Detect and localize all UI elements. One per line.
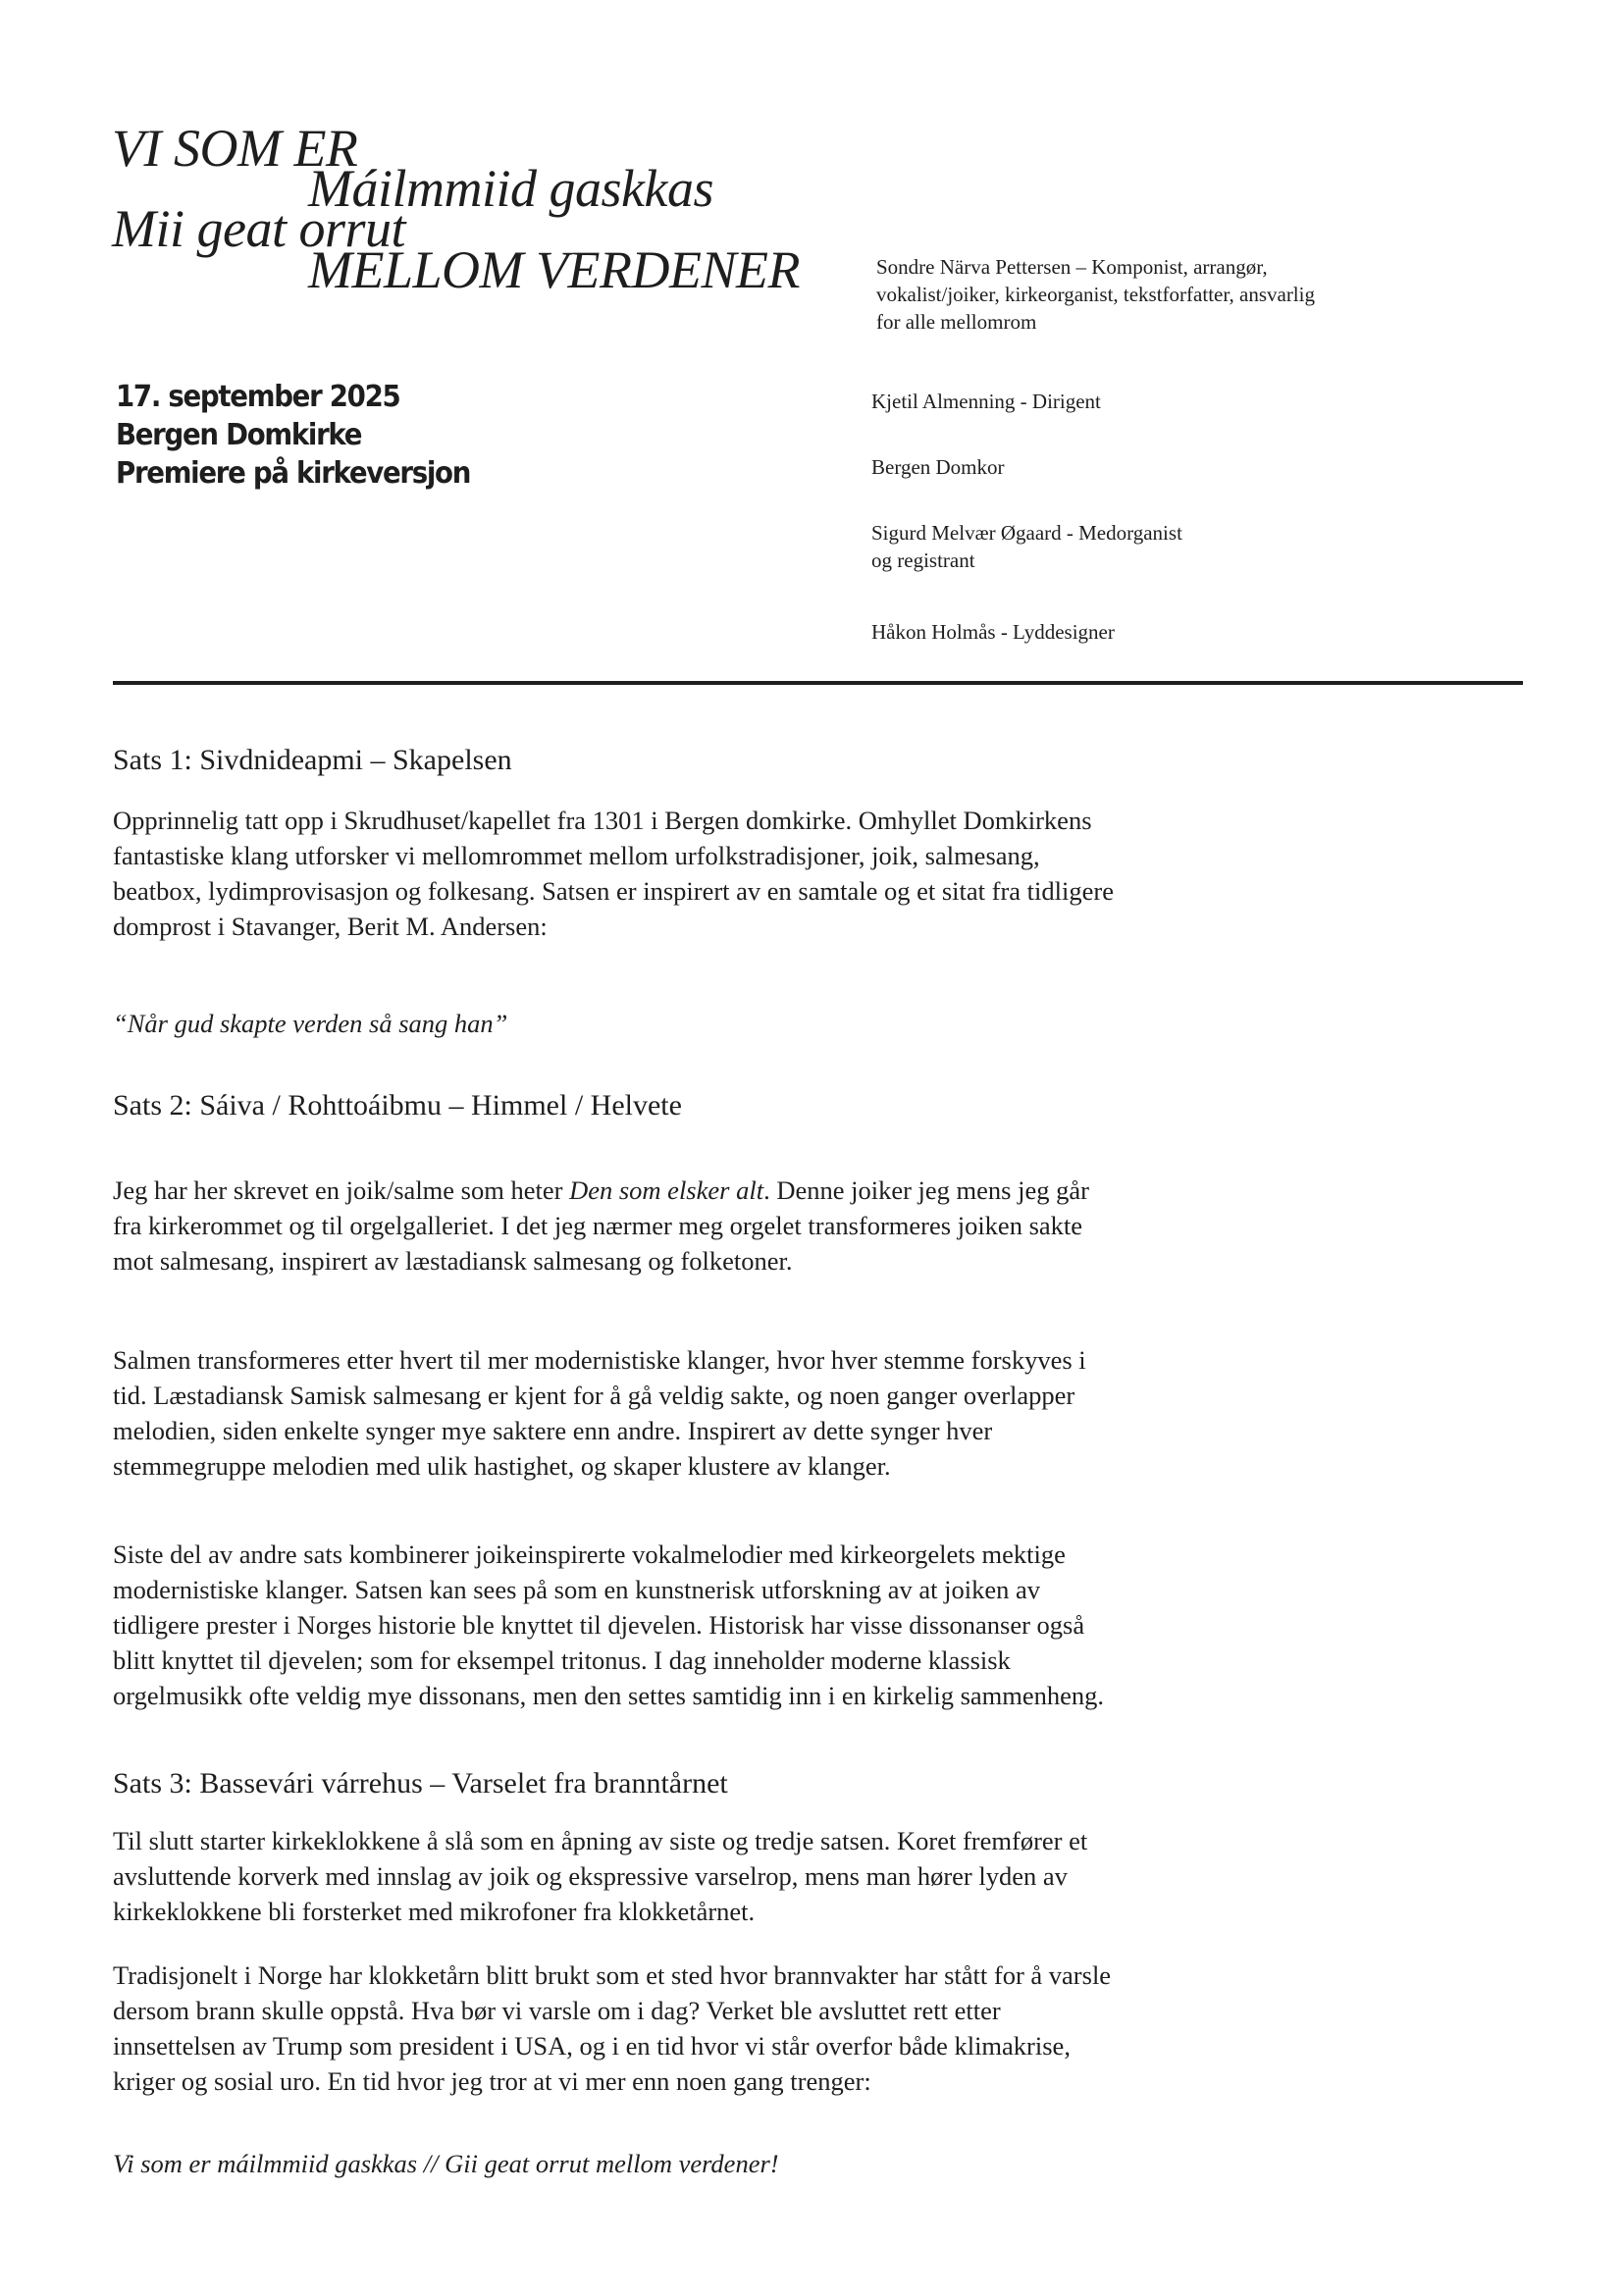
- credit-co-organist: [871, 519, 1182, 574]
- text-span: Jeg har her skrevet en joik/salme som heter: [113, 1175, 570, 1205]
- text-line: Tradisjonelt i Norge har klokketårn blitt brukt som et sted hvor brannvakter har stått for å varsle: [113, 1960, 1112, 1990]
- text-line: kriger og sosial uro. En tid hvor jeg tror at vi mer enn noen gang trenger:: [113, 2066, 871, 2096]
- section-2-heading: Sats 2: Sáiva / Rohttoáibmu – Himmel / Helvete: [113, 1089, 682, 1122]
- text-line: kirkeklokkene bli forsterket med mikrofoner fra klokketårnet.: [113, 1897, 756, 1926]
- section-2-paragraph-3: [113, 1537, 1536, 1713]
- credit-choir: [871, 453, 1005, 481]
- quote-text: Vi som er máilmmiid gaskkas // Gii geat orrut mellom verdener!: [113, 2149, 779, 2178]
- credit-line: for alle mellomrom: [876, 310, 1037, 334]
- credit-line: Sondre Närva Pettersen – Komponist, arrangør,: [876, 255, 1268, 279]
- text-line: stemmegruppe melodien med ulik hastighet, og skaper klustere av klanger.: [113, 1451, 891, 1481]
- title-line-2: Máilmmiid gaskkas: [308, 159, 713, 218]
- text-line: Opprinnelig tatt opp i Skrudhuset/kapellet fra 1301 i Bergen domkirke. Omhyllet Domkirkens: [113, 806, 1092, 835]
- divider: [113, 681, 1523, 685]
- text-span: . Denne joiker jeg mens jeg går: [763, 1175, 1089, 1205]
- text-line: melodien, siden enkelte synger mye saktere enn andre. Inspirert av dette synger hver: [113, 1416, 993, 1445]
- credit-composer: [876, 253, 1315, 336]
- text-line: blitt knyttet til djevelen; som for eksempel tritonus. I dag inneholder moderne klassisk: [113, 1645, 1011, 1675]
- event-premiere: Premiere på kirkeversjon: [116, 456, 471, 491]
- text-line: fra kirkerommet og til orgelgalleriet. I det jeg nærmer meg orgelet transformeres joiken sakte: [113, 1211, 1083, 1240]
- title-line-4: MELLOM VERDENER: [308, 240, 800, 299]
- section-1-paragraph-1: [113, 803, 1536, 944]
- section-3-closing-quote: [113, 2146, 1536, 2181]
- text-line: modernistiske klanger. Satsen kan sees på som en kunstnerisk utforskning av at joiken av: [113, 1575, 1040, 1604]
- credit-line: Kjetil Almenning - Dirigent: [871, 390, 1101, 413]
- title-line-1: VI SOM ER: [112, 119, 358, 178]
- event-info: [116, 378, 470, 493]
- text-line: orgelmusikk ofte veldig mye dissonans, men den settes samtidig inn i en kirkelig sammenheng.: [113, 1681, 1105, 1710]
- text-line: Til slutt starter kirkeklokkene å slå som en åpning av siste og tredje satsen. Koret fremfører et: [113, 1826, 1088, 1855]
- text-line: tid. Læstadiansk Samisk salmesang er kjent for å gå veldig sakte, og noen ganger overlapper: [113, 1381, 1075, 1410]
- credit-line: og registrant: [871, 548, 975, 572]
- quote-text: “Når gud skapte verden så sang han”: [113, 1009, 508, 1038]
- text-line: fantastiske klang utforsker vi mellomrommet mellom urfolkstradisjoner, joik, salmesang,: [113, 841, 1040, 870]
- credit-line: Håkon Holmås - Lyddesigner: [871, 620, 1115, 644]
- credit-line: Bergen Domkor: [871, 455, 1005, 479]
- credit-line: vokalist/joiker, kirkeorganist, tekstforfatter, ansvarlig: [876, 283, 1315, 306]
- section-3-heading: Sats 3: Bassevári várrehus – Varselet fra branntårnet: [113, 1767, 728, 1800]
- text-line: avsluttende korverk med innslag av joik og ekspressive varselrop, mens man hører lyden av: [113, 1861, 1068, 1891]
- text-line: innsettelsen av Trump som president i USA, og i en tid hvor vi står overfor både klimakrise,: [113, 2031, 1071, 2061]
- section-3-paragraph-2: [113, 1957, 1536, 2099]
- text-line: dersom brann skulle oppstå. Hva bør vi varsle om i dag? Verket ble avsluttet rett etter: [113, 1996, 1001, 2025]
- text-line: tidligere prester i Norges historie ble knyttet til djevelen. Historisk har visse dissonanser også: [113, 1610, 1085, 1640]
- text-line: mot salmesang, inspirert av læstadiansk salmesang og folketoner.: [113, 1246, 793, 1276]
- section-2-paragraph-2: [113, 1342, 1536, 1484]
- text-line: Salmen transformeres etter hvert til mer modernistiske klanger, hvor hver stemme forskyves i: [113, 1345, 1086, 1375]
- work-title: Den som elsker alt: [569, 1175, 764, 1205]
- text-line: domprost i Stavanger, Berit M. Andersen:: [113, 912, 548, 941]
- section-2-paragraph-1: [113, 1173, 1536, 1278]
- credit-line: Sigurd Melvær Øgaard - Medorganist: [871, 521, 1182, 545]
- section-3-paragraph-1: [113, 1823, 1536, 1929]
- title-line-3: Mii geat orrut: [112, 199, 405, 258]
- credit-sound-designer: [871, 618, 1115, 646]
- credit-conductor: [871, 388, 1101, 415]
- section-1-quote: [113, 1006, 1536, 1041]
- text-line: beatbox, lydimprovisasjon og folkesang. Satsen er inspirert av en samtale og et sitat fra tidligere: [113, 876, 1114, 906]
- section-1-heading: Sats 1: Sivdnideapmi – Skapelsen: [113, 744, 512, 776]
- text-line: Siste del av andre sats kombinerer joikeinspirerte vokalmelodier med kirkeorgelets mektige: [113, 1539, 1066, 1569]
- text-line: [113, 1173, 1536, 1208]
- event-date: 17. september 2025: [116, 380, 400, 414]
- event-venue: Bergen Domkirke: [116, 418, 362, 452]
